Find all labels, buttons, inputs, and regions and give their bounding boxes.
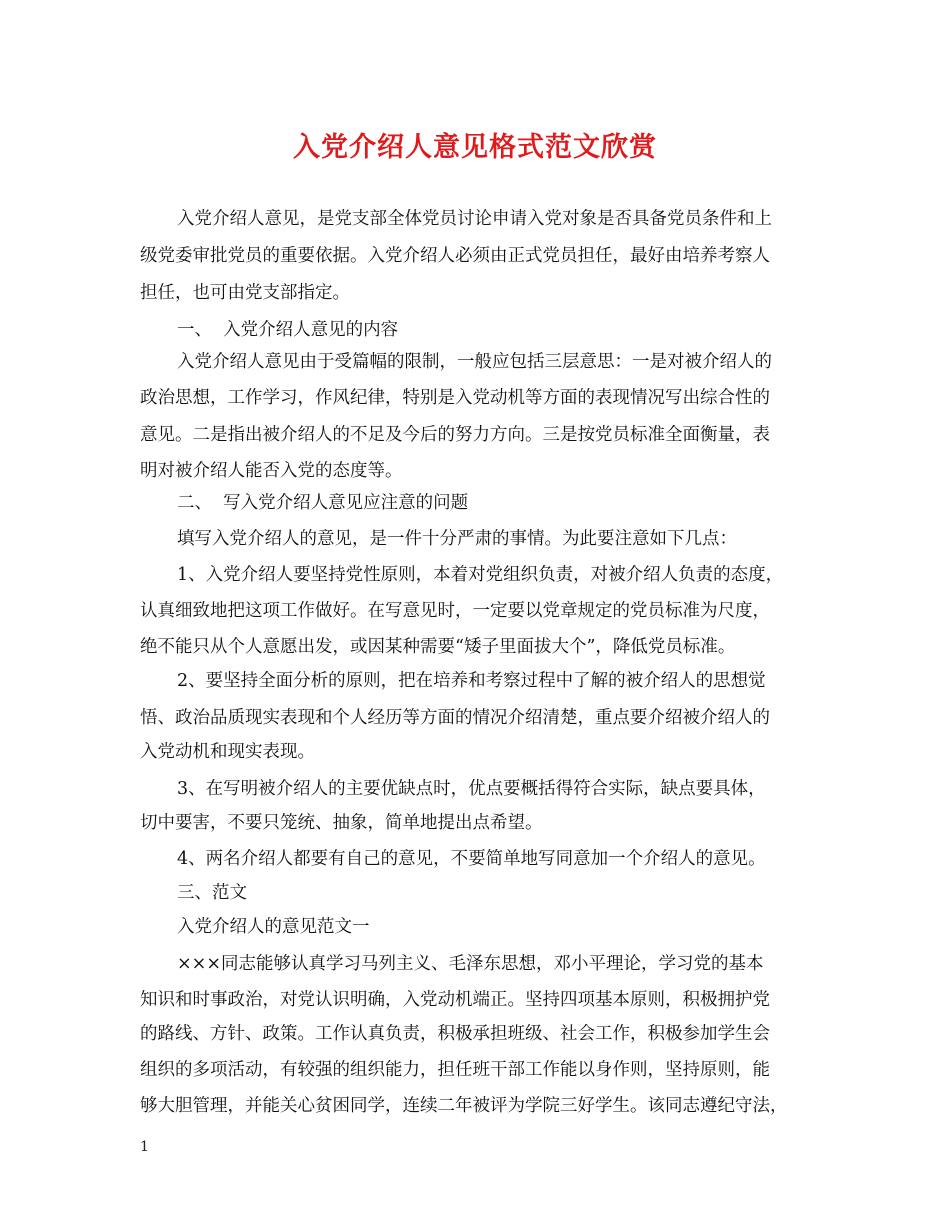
- paragraph-line: 级党委审批党员的重要依据。入党介绍人必须由正式党员担任，最好由培养考察人: [140, 246, 770, 266]
- paragraph-line: 填写入党介绍人的意见，是一件十分严肃的事情。为此要注意如下几点：: [177, 529, 737, 549]
- paragraph-line: 入党介绍人意见，是党支部全体党员讨论申请入党对象是否具备党员条件和上: [177, 209, 772, 229]
- paragraph-line: 政治思想，工作学习，作风纪律，特别是入党动机等方面的表现情况写出综合性的: [140, 388, 770, 408]
- section-heading: 二、 写入党介绍人意见应注意的问题: [177, 493, 469, 513]
- section-heading: 一、 入党介绍人意见的内容: [177, 320, 399, 340]
- paragraph-line: ×××同志能够认真学习马列主义、毛泽东思想，邓小平理论，学习党的基本: [177, 954, 764, 974]
- paragraph-line: 入党动机和现实表现。: [140, 742, 315, 762]
- subheading: 入党介绍人的意见范文一: [177, 917, 370, 937]
- paragraph-line: 3、在写明被介绍人的主要优缺点时，优点要概括得符合实际，缺点要具体，: [177, 779, 766, 799]
- paragraph-line: 入党介绍人意见由于受篇幅的限制，一般应包括三层意思：一是对被介绍人的: [177, 352, 772, 372]
- page-number: 1: [140, 1139, 149, 1155]
- paragraph-line: 组织的多项活动，有较强的组织能力，担任班干部工作能以身作则，坚持原则，能: [140, 1060, 770, 1080]
- document-title: 入党介绍人意见格式范文欣赏: [293, 132, 657, 163]
- paragraph-line: 切中要害，不要只笼统、抽象，简单地提出点希望。: [140, 813, 543, 833]
- paragraph-line: 的路线、方针、政策。工作认真负责，积极承担班级、社会工作，积极参加学生会: [140, 1024, 770, 1044]
- paragraph-line: 明对被介绍人能否入党的态度等。: [140, 461, 403, 481]
- paragraph-line: 绝不能只从个人意愿出发，或因某种需要“矮子里面拔大个”，降低党员标准。: [140, 637, 736, 657]
- paragraph-line: 1、入党介绍人要坚持党性原则，本着对党组织负责，对被介绍人负责的态度，: [177, 565, 784, 585]
- paragraph-line: 悟、政治品质现实表现和个人经历等方面的情况介绍清楚，重点要介绍被介绍人的: [140, 708, 770, 728]
- paragraph-line: 4、两名介绍人都要有自己的意见，不要简单地写同意加一个介绍人的意见。: [177, 849, 766, 869]
- paragraph-line: 2、要坚持全面分析的原则，把在培养和考察过程中了解的被介绍人的思想觉: [177, 671, 766, 691]
- paragraph-line: 够大胆管理，并能关心贫困同学，连续二年被评为学院三好学生。该同志遵纪守法，: [140, 1096, 788, 1116]
- paragraph-line: 认真细致地把这项工作做好。在写意见时，一定要以党章规定的党员标准为尺度，: [140, 601, 770, 621]
- section-heading: 三、范文: [177, 883, 247, 903]
- paragraph-line: 意见。二是指出被介绍人的不足及今后的努力方向。三是按党员标准全面衡量，表: [140, 425, 770, 445]
- paragraph-line: 担任，也可由党支部指定。: [140, 283, 350, 303]
- paragraph-line: 知识和时事政治，对党认识明确，入党动机端正。坚持四项基本原则，积极拥护党: [140, 990, 770, 1010]
